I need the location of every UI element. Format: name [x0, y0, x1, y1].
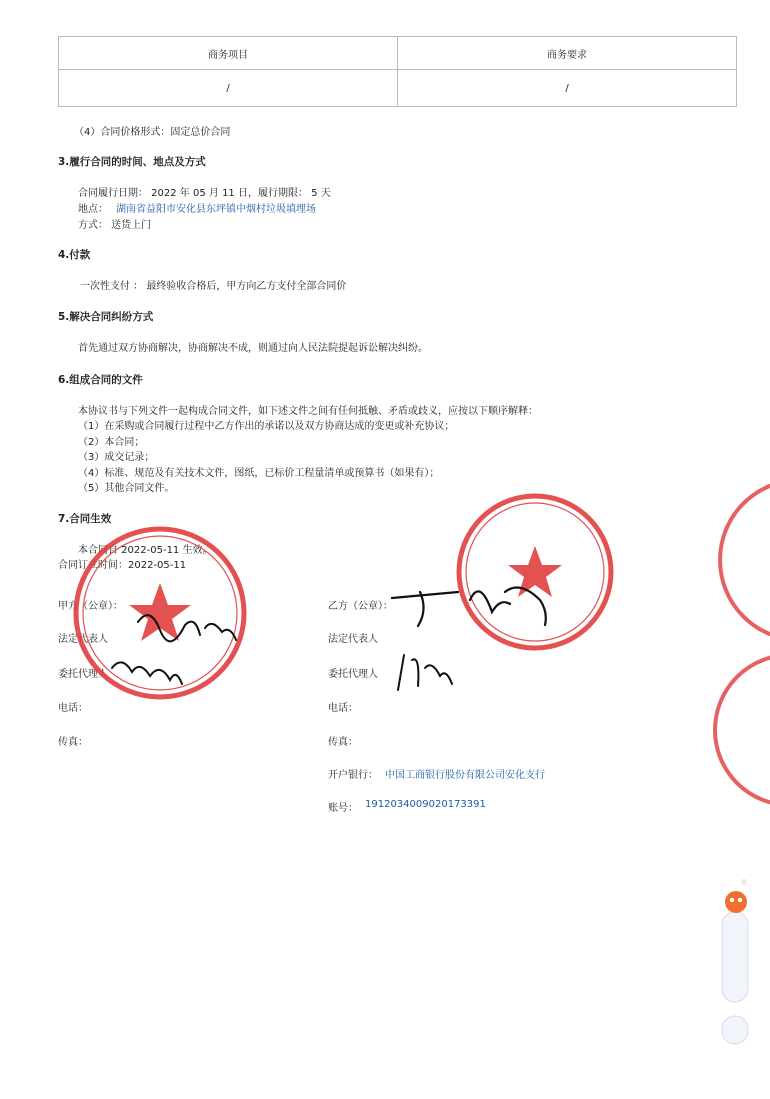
docs-item: （3）成交记录； [78, 452, 155, 463]
payment-line: 一次性支付 ： 最终验收合格后，甲方向乙方支付全部合同价 [80, 281, 347, 292]
delivery-method: 方式： 送货上门 [78, 220, 152, 231]
party-a-label: 甲方（公章）： [58, 601, 123, 612]
docs-item: （2）本合同； [78, 437, 145, 448]
stamp-a [76, 529, 244, 697]
stamp-b [459, 496, 611, 648]
table-header: 商务要求 [398, 37, 737, 70]
table-header: 商务项目 [59, 37, 398, 70]
party-b-fax: 传真： [328, 737, 358, 748]
place-value: 湖南省益阳市安化县东坪镇中烟村垃圾填埋场 [116, 204, 316, 215]
place-label: 地点： [78, 204, 108, 215]
party-a-agent: 委托代理人 [58, 669, 108, 680]
bank-value: 中国工商银行股份有限公司安化支行 [385, 770, 545, 781]
party-a-fax: 传真： [58, 737, 88, 748]
docs-item: （5）其他合同文件。 [78, 483, 175, 494]
docs-intro: 本协议书与下列文件一起构成合同文件，如下述文件之间有任何抵触、矛盾或歧义，应按以下顺序解释： [78, 406, 538, 417]
dispute-line: 首先通过双方协商解决，协商解决不成，则通过向人民法院提起诉讼解决纠纷。 [78, 343, 428, 354]
party-a-legal-rep: 法定代表人 [58, 634, 108, 645]
account-value: 1912034009020173391 [365, 799, 486, 810]
scroll-handle[interactable] [722, 1016, 748, 1044]
party-b-phone: 电话： [328, 703, 358, 714]
account-label: 账号： [328, 803, 358, 814]
docs-item: （1）在采购或合同履行过程中乙方作出的承诺以及双方协商达成的变更或补充协议； [78, 421, 455, 432]
section-5-title: 5.解决合同纠纷方式 [58, 311, 154, 323]
close-icon[interactable] [741, 879, 747, 885]
mascot-icon[interactable] [725, 891, 747, 913]
docs-item: （4）标准、规范及有关技术文件，图纸，已标价工程量清单或预算书（如果有）； [78, 468, 440, 479]
effective-date: 本合同自 2022-05-11 生效。 [78, 545, 213, 556]
table-cell: / [398, 70, 737, 107]
signature-agent-b [398, 655, 452, 690]
perform-date: 合同履行日期： 2022 年 05 月 11 日，履行期限： 5 天 [78, 188, 331, 199]
table-cell: / [59, 70, 398, 107]
party-b-legal-rep: 法定代表人 [328, 634, 378, 645]
floating-assistant-widget[interactable] [722, 879, 748, 1044]
party-b-label: 乙方（公章）： [328, 601, 393, 612]
section-3-title: 3.履行合同的时间、地点及方式 [58, 156, 206, 168]
party-a-phone: 电话： [58, 703, 88, 714]
star-icon [508, 546, 562, 597]
party-b-agent: 委托代理人 [328, 669, 378, 680]
section-7-title: 7.合同生效 [58, 513, 112, 525]
partial-stamp-right [715, 480, 770, 805]
section-4-title: 4.付款 [58, 249, 91, 261]
signed-date: 合同订立时间：2022-05-11 [58, 560, 187, 571]
bank-label: 开户银行： [328, 770, 378, 781]
section-6-title: 6.组成合同的文件 [58, 374, 143, 386]
price-form: （4）合同价格形式：固定总价合同 [74, 127, 231, 138]
